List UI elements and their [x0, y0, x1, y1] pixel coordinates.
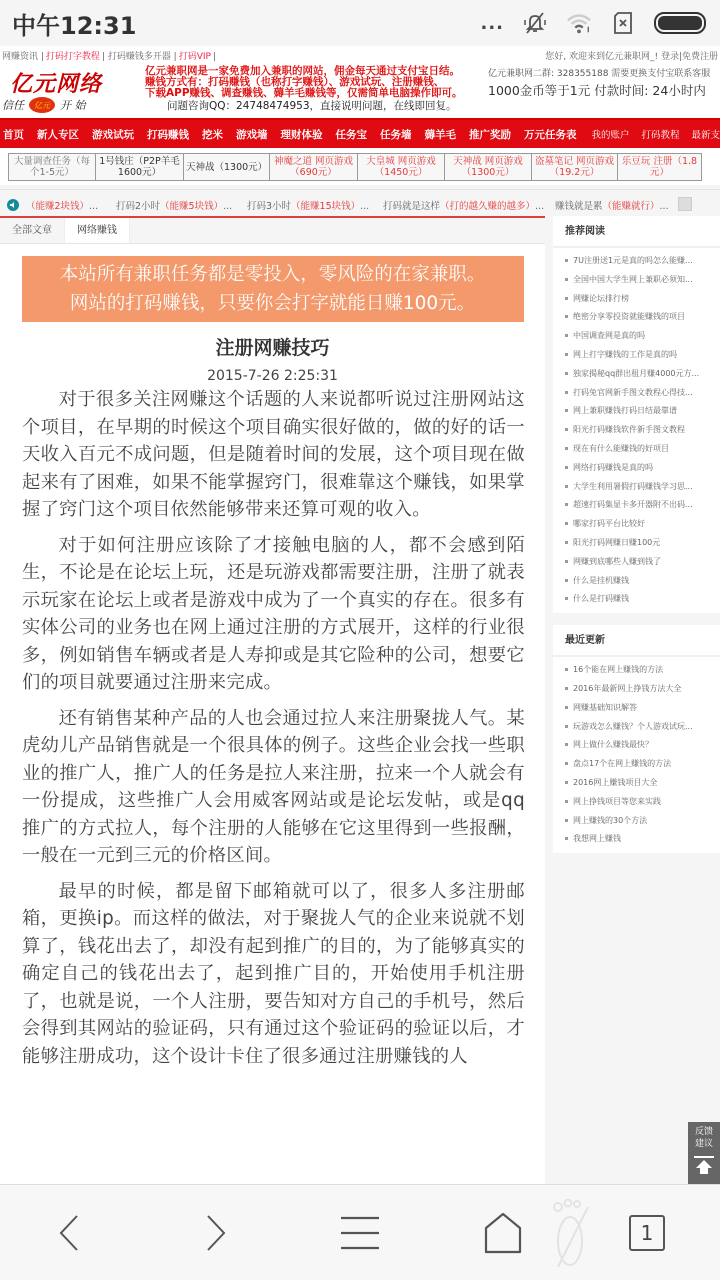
- list-item[interactable]: 打码兔官网新手图文教程心得技...: [565, 384, 716, 403]
- ticker-item[interactable]: （能赚2块钱）...: [26, 200, 99, 212]
- list-item[interactable]: 16个能在网上赚钱的方法: [565, 661, 716, 680]
- article-tabs: [0, 218, 545, 244]
- forward-button[interactable]: [195, 1213, 235, 1253]
- list-item[interactable]: 阳光打码网赚日赚100元: [565, 534, 716, 553]
- status-bar: [0, 0, 720, 46]
- tabs-button[interactable]: [627, 1213, 667, 1253]
- list-item[interactable]: 网络打码赚钱是真的吗: [565, 459, 716, 478]
- article-paragraph: 最早的时候，都是留下邮箱就可以了，很多人多注册邮箱，更换ip。而这样的做法，对于聚拢人气的企业来说就不划算了，钱花出去了，却没有起到推广的目的，为了能够真实的确定自己的钱花出去了，起到推广目的，开始使用手机注册了，也就是说，一个人注册，要告知对方自己的手机号，然后会得到其网站的验证码，只有通过这个验证码的验证以后，才能够注册成功，这个设计卡住了很多通过注册赚钱的人: [22, 880, 525, 1067]
- recommended-reading: [553, 216, 720, 613]
- list-item[interactable]: 独家揭秘qq群出租月赚4000元方...: [565, 365, 716, 384]
- menu-button[interactable]: [340, 1213, 380, 1253]
- ad-grid: [0, 148, 720, 185]
- qq-contact: 问题咨询QQ：24748474953，直接说明问题，在线即回复。: [167, 100, 457, 112]
- ticker-item[interactable]: 打码就是这样（打的越久赚的越多）...: [383, 200, 545, 212]
- list-item[interactable]: 2016网上赚钱项目大全: [565, 774, 716, 793]
- broken-image-icon: [678, 197, 692, 211]
- ticker-item[interactable]: 打码3小时（能赚15块钱）...: [247, 200, 370, 212]
- article-date: 2015-7-26 2:25:31: [207, 368, 338, 384]
- link-multi-opener[interactable]: | 打码赚钱多开器 |: [101, 51, 177, 62]
- sim-icon: [610, 10, 636, 36]
- payment-rate: 1000金币等于1元 付款时间: 24小时内: [488, 83, 706, 98]
- sidebar: [553, 216, 720, 865]
- list-item[interactable]: 超速打码集显卡多开器附不出码...: [565, 496, 716, 515]
- list-item[interactable]: 什么是挂机赚钱: [565, 572, 716, 591]
- status-icons: [480, 10, 706, 36]
- home-button[interactable]: [483, 1213, 523, 1253]
- ad-cell[interactable]: 大皇城 网页游戏（1450元）: [357, 153, 445, 181]
- list-item[interactable]: 网上做什么赚钱最快？: [565, 736, 716, 755]
- list-item[interactable]: 哪家打码平台比较好: [565, 515, 716, 534]
- ad-cell[interactable]: 天神战（1300元）: [183, 153, 270, 181]
- list-item[interactable]: 2016年最新网上挣钱方法大全: [565, 680, 716, 699]
- list-item[interactable]: 网上挣钱项目等您来实践: [565, 793, 716, 812]
- recent-updates: [553, 625, 720, 853]
- ad-cell[interactable]: 天神战 网页游戏（1300元）: [444, 153, 532, 181]
- nav-game-trial[interactable]: 游戏试玩: [92, 128, 134, 141]
- menu-icon: [340, 1215, 380, 1251]
- list-item[interactable]: 绝密分享零投资就能赚钱的项目: [565, 308, 716, 327]
- nav-game-wall[interactable]: 游戏墙: [236, 128, 268, 141]
- list-item[interactable]: 盘点17个在网上赚钱的方法: [565, 755, 716, 774]
- article-paragraph: 对于很多关注网赚这个话题的人来说都听说过注册网站这个项目，在早期的时候这个项目确实很好做的，做的好的话一天收入百元不成问题，但是随着时间的发展，这个项目现在做起来有了困难，如果不能掌握窍门，很难靠这个赚钱，如果掌握了窍门这个项目依然能够带来还算可观的收入。: [22, 389, 525, 520]
- tabs-icon: 1: [629, 1215, 665, 1251]
- more-dots-icon: ...: [480, 12, 504, 34]
- nav-finance[interactable]: 理财体验: [280, 128, 323, 141]
- promo-banner: 本站所有兼职任务都是零投入，零风险的在家兼职。 网站的打码赚钱，只要你会打字就能日赚100元。: [22, 256, 524, 322]
- main-nav: [0, 120, 720, 148]
- list-item[interactable]: 玩游戏怎么赚钱？个人游戏试玩...: [565, 718, 716, 737]
- article-body: [0, 386, 545, 1070]
- ad-cell[interactable]: 1号钱庄（P2P羊毛1600元）: [95, 153, 184, 181]
- logo-text: 亿元网络: [10, 71, 103, 97]
- top-links-left: 网赚资讯 | 打码打字教程 | 打码赚钱多开器 | 打码VIP |: [2, 51, 217, 62]
- back-button[interactable]: [50, 1213, 90, 1253]
- header-promo: 亿元兼职网是一家免费加入兼职的网站，佣金每天通过支付宝日结。 赚钱方式有：打码赚钱（也称打字赚钱）、游戏试玩、注册赚钱、 下载APP赚钱、调查赚钱、薅羊毛赚钱等，仅需简单电脑操作即可。 问题咨询QQ：24748474953，直接说明问题，在线即回复。: [145, 66, 485, 112]
- tab-all-articles[interactable]: 全部文章: [12, 225, 52, 236]
- list-item[interactable]: 我想网上赚钱: [565, 830, 716, 849]
- article-panel: [0, 216, 545, 1216]
- battery-icon: [654, 12, 706, 34]
- link-typing-tutorial[interactable]: 打码打字教程: [45, 51, 100, 62]
- back-icon: [55, 1213, 85, 1253]
- recent-title: 最近更新: [553, 625, 720, 657]
- speaker-icon: [7, 199, 19, 211]
- qq-group: 亿元兼职网二群: 328355188 需要更换支付宝联系客服: [488, 69, 711, 79]
- link-vip[interactable]: 打码VIP: [178, 51, 211, 62]
- article-paragraph: 还有销售某种产品的人也会通过拉人来注册聚拢人气。某虎幼儿产品销售就是一个很具体的例子。这些企业会找一些职业的推广人，推广人的任务是拉人来注册，拉来一个人就会有一份提成，这些推广人会用威客网站或是论坛发帖，或是qq推广的方式拉人，每个注册的人能够在它这里得到一些报酬，一般在一元到三元的价格区间。: [22, 707, 525, 866]
- list-item[interactable]: 中国调查网是真的吗: [565, 327, 716, 346]
- forward-icon: [200, 1213, 230, 1253]
- list-item[interactable]: 网赚到底哪些人赚到钱了: [565, 553, 716, 572]
- status-time: 中午12:31: [12, 11, 137, 40]
- recommended-title: 推荐阅读: [553, 216, 720, 248]
- back-to-top-icon[interactable]: [694, 1156, 714, 1176]
- ad-cell[interactable]: 大量调查任务（每个1-5元）: [8, 153, 96, 181]
- browser-bottom-bar: [0, 1184, 720, 1280]
- ticker-item[interactable]: 赚钱就是累（能赚就行）...: [555, 200, 669, 212]
- mute-icon: [522, 10, 548, 36]
- list-item[interactable]: 大学生利用暑假打码赚钱学习思...: [565, 478, 716, 497]
- nav-latest-pay[interactable]: 最新支: [691, 130, 720, 141]
- header-info: [488, 66, 720, 99]
- welcome-login-register[interactable]: 您好, 欢迎来到亿元兼职网_! 登录|免费注册: [545, 51, 718, 62]
- nav-task-wall[interactable]: 任务墙: [380, 128, 412, 141]
- nav-task-table[interactable]: 万元任务表: [524, 128, 577, 141]
- article-paragraph: 对于如何注册应该除了才接触电脑的人，都不会感到陌生，不论是在论坛上玩，还是玩游戏都需要注册，注册了就表示玩家在论坛上或者是游戏中成为了一个真实的存在。很多有实体公司的业务也在网上通过注册的方式展开，这样的行业很多，例如销售车辆或者是人寿抑或是其它险种的公司，想要它们的项目就要通过注册来完成。: [22, 534, 525, 693]
- article-title: 注册网赚技巧: [215, 337, 330, 359]
- news-ticker: [0, 189, 720, 219]
- nav-typing-tutorial[interactable]: 打码教程: [641, 130, 680, 141]
- list-item[interactable]: 阳光打码赚钱软件新手图文教程: [565, 421, 716, 440]
- tab-online-earning[interactable]: 网络赚钱: [64, 218, 130, 243]
- nav-newbie[interactable]: 新人专区: [37, 128, 79, 141]
- footprint-watermark-icon: [540, 1199, 600, 1269]
- nav-typing-earn[interactable]: 打码赚钱: [147, 128, 189, 141]
- site-header: [0, 64, 720, 120]
- ad-cell[interactable]: 乐豆玩 注册（1.8元）: [617, 153, 702, 181]
- list-item[interactable]: 全国中国大学生网上兼职必须知...: [565, 271, 716, 290]
- ad-cell[interactable]: 盗墓笔记 网页游戏（19.2元）: [531, 153, 618, 181]
- list-item[interactable]: 现在有什么能赚钱的好项目: [565, 440, 716, 459]
- nav-wami[interactable]: 挖米: [202, 128, 223, 141]
- feedback-button[interactable]: 反馈 建议: [688, 1122, 720, 1184]
- list-item[interactable]: 网上赚钱的30个方法: [565, 812, 716, 831]
- site-logo[interactable]: 亿元网络 信任 亿元 开 始: [0, 63, 110, 119]
- ticker-item[interactable]: 打码2小时（能赚5块钱）...: [116, 200, 233, 212]
- wifi-icon: [566, 10, 592, 36]
- nav-my-account[interactable]: 我的账户: [591, 130, 630, 141]
- list-item[interactable]: 网赚论坛排行榜: [565, 290, 716, 309]
- logo-seal-icon: 亿元: [29, 97, 55, 113]
- nav-wool[interactable]: 薅羊毛: [424, 128, 456, 141]
- ad-cell[interactable]: 神魔之道 网页游戏（690元）: [269, 153, 358, 181]
- nav-home[interactable]: 首页: [3, 128, 24, 141]
- list-item[interactable]: 网上兼职赚钱打码日结最靠谱: [565, 402, 716, 421]
- home-icon: [483, 1212, 523, 1254]
- list-item[interactable]: 网上打字赚钱的工作是真的吗: [565, 346, 716, 365]
- nav-task-bao[interactable]: 任务宝: [335, 128, 367, 141]
- list-item[interactable]: 什么是打码赚钱: [565, 590, 716, 609]
- link-news[interactable]: 网赚资讯 |: [2, 51, 44, 62]
- list-item[interactable]: 网赚基础知识解答: [565, 699, 716, 718]
- top-links-bar: [0, 46, 720, 64]
- list-item[interactable]: 7U注册送1元是真的吗怎么能赚...: [565, 252, 716, 271]
- nav-right: [579, 120, 720, 148]
- nav-referral[interactable]: 推广奖励: [469, 128, 511, 141]
